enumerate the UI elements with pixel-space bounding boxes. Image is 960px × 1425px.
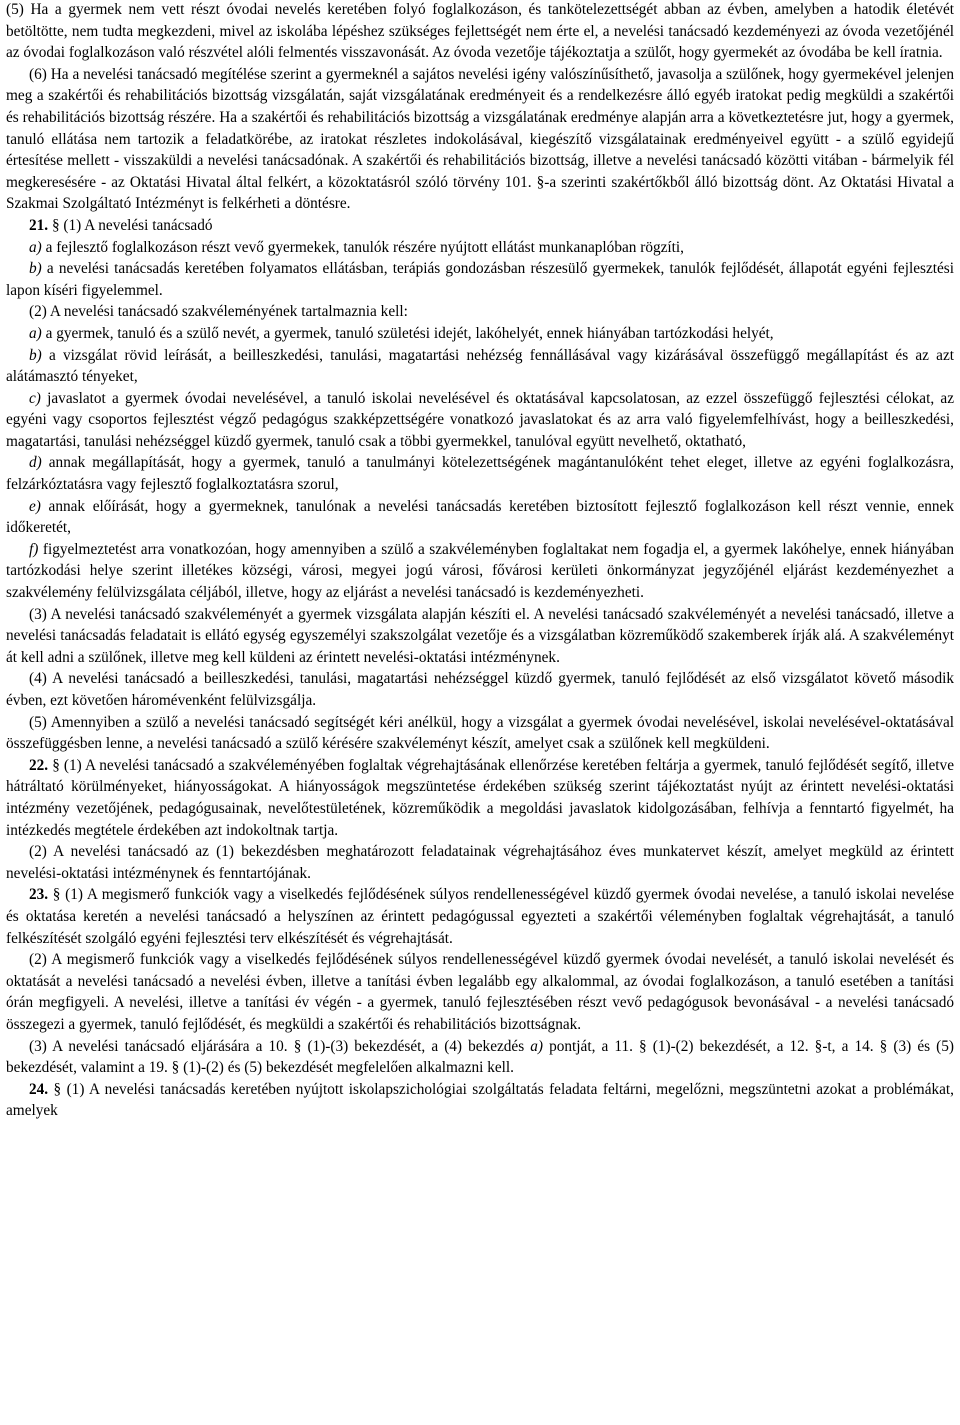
paragraph-text: § (1) A nevelési tanácsadó a szakvéleményében foglaltak végrehajtásának ellenőrzése keretében feltárja a gyermek, tanuló fejlődését segítő, illetve hátráltató körülményeket, hiányosságokat. A hiányosságok megszüntetése érdekében szükség szerint tájékoztatást nyújt az érintett nevelési-oktatási intézmény vezetőjének, pedagógusainak, nevelőtestületének, közreműködik a megoldási javaslatok kidolgozásában, felhívja a fenntartó figyelmét, ha intézkedés megtétele érdekében azt indokoltnak tartja. (6, 756, 954, 839)
paragraph-text: (2) A nevelési tanácsadó szakvéleményének tartalmaznia kell: (29, 303, 408, 321)
paragraph-p11 (6, 496, 954, 539)
list-item-letter: a) (29, 324, 42, 342)
paragraph-text: (4) A nevelési tanácsadó a beilleszkedési, tanulási, magatartási nehézséggel küzdő gyermek, tanuló fejlődését az első vizsgálatot követő második évben, ezt követően háromévenként felülvizsgálja. (6, 670, 954, 709)
paragraph-text: annak megállapítását, hogy a gyermek, tanuló a tanulmányi kötelezettségének magántanulóként tehet eleget, illetve az egyéni foglalkozásra, felzárkóztatásra vagy fejlesztő foglalkoztatásra szorul, (6, 454, 954, 494)
paragraph-text: (5) Amennyiben a szülő a nevelési tanácsadó segítségét kéri anélkül, hogy a vizsgálat a gyermek óvodai nevelésével, iskolai nevelésével-oktatásával összefüggésben lenne, a nevelési tanácsadó a szülő kérésére szakvéleményt készít, amelyet csak a szülőnek kell megküldeni. (6, 713, 954, 753)
paragraph-p16 (6, 755, 954, 841)
paragraph-text: javaslatot a gyermek óvodai nevelésével, a tanuló iskolai nevelésével és oktatásával kapcsolatosan, az ezzel összefüggő fejlesztési célokat, az egyéni vagy csoportos fejlesztést végző pedagógus szakképzettségére vonatkozó javaslatokat és az arra való figyelemfelhívást, hogy a beilleszkedési, magatartási, tanulási nehézséggel küzdő gyermek, tanuló csak a többi gyermekkel, tanulóval együtt nevelhető, oktatható, (6, 389, 954, 450)
list-item-letter: b) (29, 260, 42, 278)
paragraph-text: (6) Ha a nevelési tanácsadó megítélése szerint a gyermeknél a sajátos nevelési igény valószínűsíthető, javasolja a szülőnek, hogy gyermekével jelenjen meg a szakértői és rehabilitációs bizottság vizsgálatán, saját vizsgálatának eredményeit és a rendelkezésre álló egyéb iratokat pedig megküldi a szakértői és rehabilitációs bizottság részére. Ha a szakértői és rehabilitációs bizottság a vizsgálatának eredménye alapján arra a következtetésre jut, hogy a gyermek, tanuló ellátása nem tartozik a feladatkörébe, az iratokat részletes indokolásával, kiegészítő vizsgálatainak eredményeivel együtt - a szülő egyidejű értesítése mellett - visszaküldi a nevelési tanácsadónak. A szakértői és rehabilitációs bizottság, illetve a nevelési tanácsadó közötti vitában - bármelyik fél megkeresésére - az Oktatási Hivatal által felkért, a közoktatásról szóló törvény 101. §-a szerinti szakértőkből álló bizottság dönt. Az Oktatási Hivatal a Szakmai Szolgáltató Intézményt is felkérheti a döntésre. (6, 65, 954, 213)
paragraph-text: (2) A nevelési tanácsadó az (1) bekezdésben meghatározott feladatainak végrehajtásához éves munkatervet készít, amelyet megküld az érintett nevelési-oktatási intézménynek és fenntartójának. (6, 843, 954, 882)
paragraph-text: a nevelési tanácsadás keretében folyamatos ellátásban, terápiás gondozásban részesülő gyermekek, tanulók fejlődését, állapotát egyéni fejlesztési lapon kíséri figyelemmel. (6, 260, 954, 299)
paragraph-text: § (1) A nevelési tanácsadás keretében nyújtott iskolapszichológiai szolgáltatás feladata feltárni, megelőzni, megszüntetni azokat a problémákat, amelyek (6, 1080, 954, 1120)
paragraph-p7 (6, 323, 954, 345)
list-item-letter: a) (29, 238, 42, 256)
section-number: 22. (29, 756, 49, 774)
paragraph-text: a vizsgálat rövid leírását, a beilleszkedési, tanulási, magatartási nehézség fennállásával vagy kizárásával összefüggő megállapítást és az azt alátámasztó tényeket, (6, 346, 954, 386)
paragraph-p3 (6, 215, 954, 237)
paragraph-text: (2) A megismerő funkciók vagy a viselkedés fejlődésének súlyos rendellenességével küzdő gyermek óvodai nevelését, a tanuló iskolai nevelését és oktatását a nevelési tanácsadó a nevelési évben, illetve a tanítási évben legalább egy alkalommal, az óvodai foglalkozáson, a tanuló esetében a tanítási órán megfigyeli. A nevelési, illetve a tanítási év végén - a gyermek, tanuló fejlesztésében részt vevő pedagógusok bevonásával - a nevelési tanácsadó összegezi a gyermek, tanuló fejlődését, és megküldi a szakértői és rehabilitációs bizottságnak. (6, 951, 954, 1033)
section-number: 23. (29, 886, 49, 904)
paragraph-p2 (6, 64, 954, 215)
paragraph-p14 (6, 668, 954, 711)
paragraph-p12 (6, 539, 954, 604)
paragraph-text: a gyermek, tanuló és a szülő nevét, a gyermek, tanuló születési idejét, lakóhelyét, ennek hiányában tartózkodási helyét, (41, 324, 774, 342)
paragraph-p21 (6, 1079, 954, 1122)
list-item-letter: b) (29, 346, 42, 364)
paragraph-p1 (6, 0, 954, 64)
section-number: 24. (29, 1080, 49, 1098)
list-item-letter: f) (29, 540, 39, 558)
paragraph-text: (5) Ha a gyermek nem vett részt óvodai nevelés keretében folyó foglalkozáson, és tankötelezettségét abban az évben, amelyben a hatodik életévét betöltötte, nem tudta megkezdeni, mivel az iskolába lépéshez szükséges fejlettségét nem érte el, a nevelési tanácsadó kezdeményezi az óvoda vezetőjénél az óvodai foglalkozáson való részvétel alóli felmentés visszavonását. Az óvoda vezetője tájékoztatja a szülőt, hogy gyermekét az óvodába be kell íratnia. (6, 1, 954, 62)
paragraph-p6 (6, 301, 954, 323)
paragraph-p5 (6, 258, 954, 301)
paragraph-p4 (6, 237, 954, 259)
paragraph-p8 (6, 345, 954, 388)
paragraph-text: (3) A nevelési tanácsadó eljárására a 10. § (1)-(3) bekezdését, a (4) bekezdés (29, 1037, 531, 1055)
list-item-letter: a) (530, 1037, 544, 1055)
list-item-letter: c) (29, 389, 41, 407)
paragraph-p15 (6, 712, 954, 755)
paragraph-text: § (1) A nevelési tanácsadó (48, 216, 213, 234)
paragraph-p13 (6, 604, 954, 669)
paragraph-p17 (6, 841, 954, 884)
paragraph-text: annak előírását, hogy a gyermeknek, tanulónak a nevelési tanácsadás keretében biztosított fejlesztő foglalkozáson kell részt vennie, ennek időkeretét, (6, 497, 954, 537)
paragraph-p19 (6, 949, 954, 1035)
list-item-letter: d) (29, 454, 42, 472)
paragraph-text: (3) A nevelési tanácsadó szakvéleményét a gyermek vizsgálata alapján készíti el. A nevelési tanácsadó szakvéleményét a nevelési tanácsadó, illetve a nevelési tanácsadás feladatait is ellátó egység egyszemélyi szakszolgálat vezetője és a vizsgálatban közreműködő szakemberek írják alá. A szakvéleményt át kell adni a szülőnek, illetve meg kell küldeni az érintett nevelési-oktatási intézménynek. (6, 605, 954, 666)
section-number: 21. (29, 216, 49, 234)
paragraph-text: figyelmeztetést arra vonatkozóan, hogy amennyiben a szülő a szakvéleményben foglaltakat nem fogadja el, a gyermek lakóhelye, ennek hiányában tartózkodási helye szerint illetékes községi, városi, megyei jogú városi, fővárosi kerületi önkormányzat jegyzőjénél eljárást kezdeményezhet a szakvélemény felülvizsgálata céljából, illetve, hogy az eljárást a nevelési tanácsadó is kezdeményezheti. (6, 540, 954, 602)
list-item-letter: e) (29, 497, 41, 515)
paragraph-p10 (6, 452, 954, 495)
paragraph-p20 (6, 1036, 954, 1079)
paragraph-text: a fejlesztő foglalkozáson részt vevő gyermekek, tanulók részére nyújtott ellátást munkanaplóban rögzíti, (41, 238, 684, 256)
paragraph-text: § (1) A megismerő funkciók vagy a viselkedés fejlődésének súlyos rendellenességével küzdő gyermek óvodai nevelése, a tanuló iskolai nevelése és oktatása keretén a nevelési tanácsadó a helyszínen az érintett pedagógussal egyezteti a szakértői véleményben foglaltak végrehajtását, a tanuló felkészítését szolgáló egyéni fejlesztési terv elkészítését és végrehajtását. (6, 886, 954, 947)
paragraph-text: pontját, a 11. § (1)-(2) bekezdését, a 12. §-t, a 14. § (3) és (5) bekezdését, valamint a 19. § (1)-(2) és (5) bekezdését megfelelően alkalmazni kell. (6, 1037, 954, 1077)
paragraph-p9 (6, 388, 954, 453)
paragraph-p18 (6, 884, 954, 949)
